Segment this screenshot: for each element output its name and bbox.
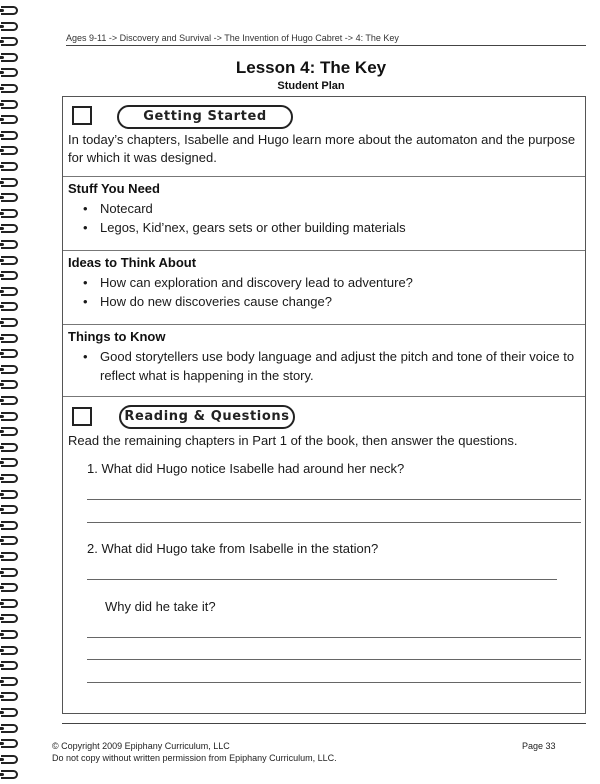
reading-questions-pill: Reading & Questions — [119, 405, 295, 429]
answer-line[interactable] — [87, 659, 581, 660]
lesson-frame — [62, 96, 586, 714]
spiral-coil — [1, 692, 18, 701]
spiral-coil — [1, 68, 18, 77]
question-1: 1. What did Hugo notice Isabelle had around her neck? — [87, 461, 405, 476]
page-subtitle: Student Plan — [277, 80, 345, 92]
spiral-coil — [1, 256, 18, 265]
spiral-coil — [1, 100, 18, 109]
spiral-coil — [1, 6, 18, 15]
spiral-coil — [1, 443, 18, 452]
worksheet-page — [22, 0, 600, 784]
spiral-coil — [1, 536, 18, 545]
spiral-coil — [1, 521, 18, 530]
spiral-coil — [1, 146, 18, 155]
spiral-coil — [1, 458, 18, 467]
spiral-coil — [1, 614, 18, 623]
spiral-coil — [1, 646, 18, 655]
answer-line[interactable] — [87, 637, 581, 638]
spiral-coil — [1, 224, 18, 233]
spiral-coil — [1, 661, 18, 670]
spiral-coil — [1, 474, 18, 483]
spiral-coil — [1, 349, 18, 358]
spiral-coil — [1, 724, 18, 733]
stuff-you-need-section — [63, 177, 585, 251]
page-number: Page 33 — [522, 741, 556, 751]
spiral-coil — [1, 302, 18, 311]
spiral-coil — [1, 53, 18, 62]
list-item: • Notecard — [83, 200, 406, 219]
things-to-know-list — [83, 348, 578, 385]
list-item: • How can exploration and discovery lead to adventure? — [83, 274, 413, 293]
spiral-coil — [1, 677, 18, 686]
getting-started-section — [63, 97, 585, 177]
breadcrumb: Ages 9-11 -> Discovery and Survival -> The Invention of Hugo Cabret -> 4: The Key — [66, 33, 586, 46]
spiral-coil — [1, 287, 18, 296]
answer-line[interactable] — [87, 579, 557, 580]
spiral-coil — [1, 599, 18, 608]
spiral-binding — [0, 0, 22, 784]
spiral-coil — [1, 84, 18, 93]
spiral-coil — [1, 115, 18, 124]
spiral-coil — [1, 630, 18, 639]
spiral-coil — [1, 755, 18, 764]
spiral-coil — [1, 380, 18, 389]
spiral-coil — [1, 162, 18, 171]
footer-divider — [62, 723, 586, 724]
spiral-coil — [1, 770, 18, 779]
spiral-coil — [1, 209, 18, 218]
spiral-coil — [1, 412, 18, 421]
spiral-coil — [1, 131, 18, 140]
reading-questions-section — [63, 397, 585, 715]
spiral-coil — [1, 178, 18, 187]
spiral-coil — [1, 37, 18, 46]
getting-started-checkbox[interactable] — [72, 106, 92, 125]
getting-started-text: In today’s chapters, Isabelle and Hugo learn more about the automaton and the purpose for which it was designed. — [68, 132, 576, 165]
spiral-coil — [1, 708, 18, 717]
reading-intro: Read the remaining chapters in Part 1 of the book, then answer the questions. — [68, 433, 518, 448]
spiral-coil — [1, 318, 18, 327]
page-title: Lesson 4: The Key — [235, 58, 387, 77]
spiral-coil — [1, 739, 18, 748]
spiral-coil — [1, 365, 18, 374]
getting-started-pill: Getting Started — [117, 105, 293, 129]
stuff-you-need-list — [83, 200, 406, 237]
reading-checkbox[interactable] — [72, 407, 92, 426]
list-item: • Good storytellers use body language and adjust the pitch and tone of their voice to reflect what is happening in the story. — [83, 348, 578, 385]
spiral-coil — [1, 240, 18, 249]
spiral-coil — [1, 396, 18, 405]
spiral-coil — [1, 427, 18, 436]
list-item: • How do new discoveries cause change? — [83, 293, 413, 312]
spiral-coil — [1, 552, 18, 561]
answer-line[interactable] — [87, 522, 581, 523]
stuff-you-need-heading: Stuff You Need — [68, 181, 160, 196]
question-2b: Why did he take it? — [105, 599, 216, 614]
footer-copyright: © Copyright 2009 Epiphany Curriculum, LLC — [52, 741, 230, 751]
spiral-coil — [1, 22, 18, 31]
things-to-know-heading: Things to Know — [68, 329, 166, 344]
things-to-know-section — [63, 325, 585, 397]
spiral-coil — [1, 271, 18, 280]
spiral-coil — [1, 583, 18, 592]
spiral-coil — [1, 568, 18, 577]
answer-line[interactable] — [87, 499, 581, 500]
spiral-coil — [1, 490, 18, 499]
footer-permission: Do not copy without written permission from Epiphany Curriculum, LLC. — [52, 753, 337, 763]
spiral-coil — [1, 334, 18, 343]
spiral-coil — [1, 505, 18, 514]
list-item: • Legos, Kid’nex, gears sets or other building materials — [83, 219, 406, 238]
ideas-heading: Ideas to Think About — [68, 255, 197, 270]
ideas-section — [63, 251, 585, 325]
answer-line[interactable] — [87, 682, 581, 683]
ideas-list — [83, 274, 413, 311]
spiral-coil — [1, 193, 18, 202]
question-2: 2. What did Hugo take from Isabelle in the station? — [87, 541, 379, 556]
